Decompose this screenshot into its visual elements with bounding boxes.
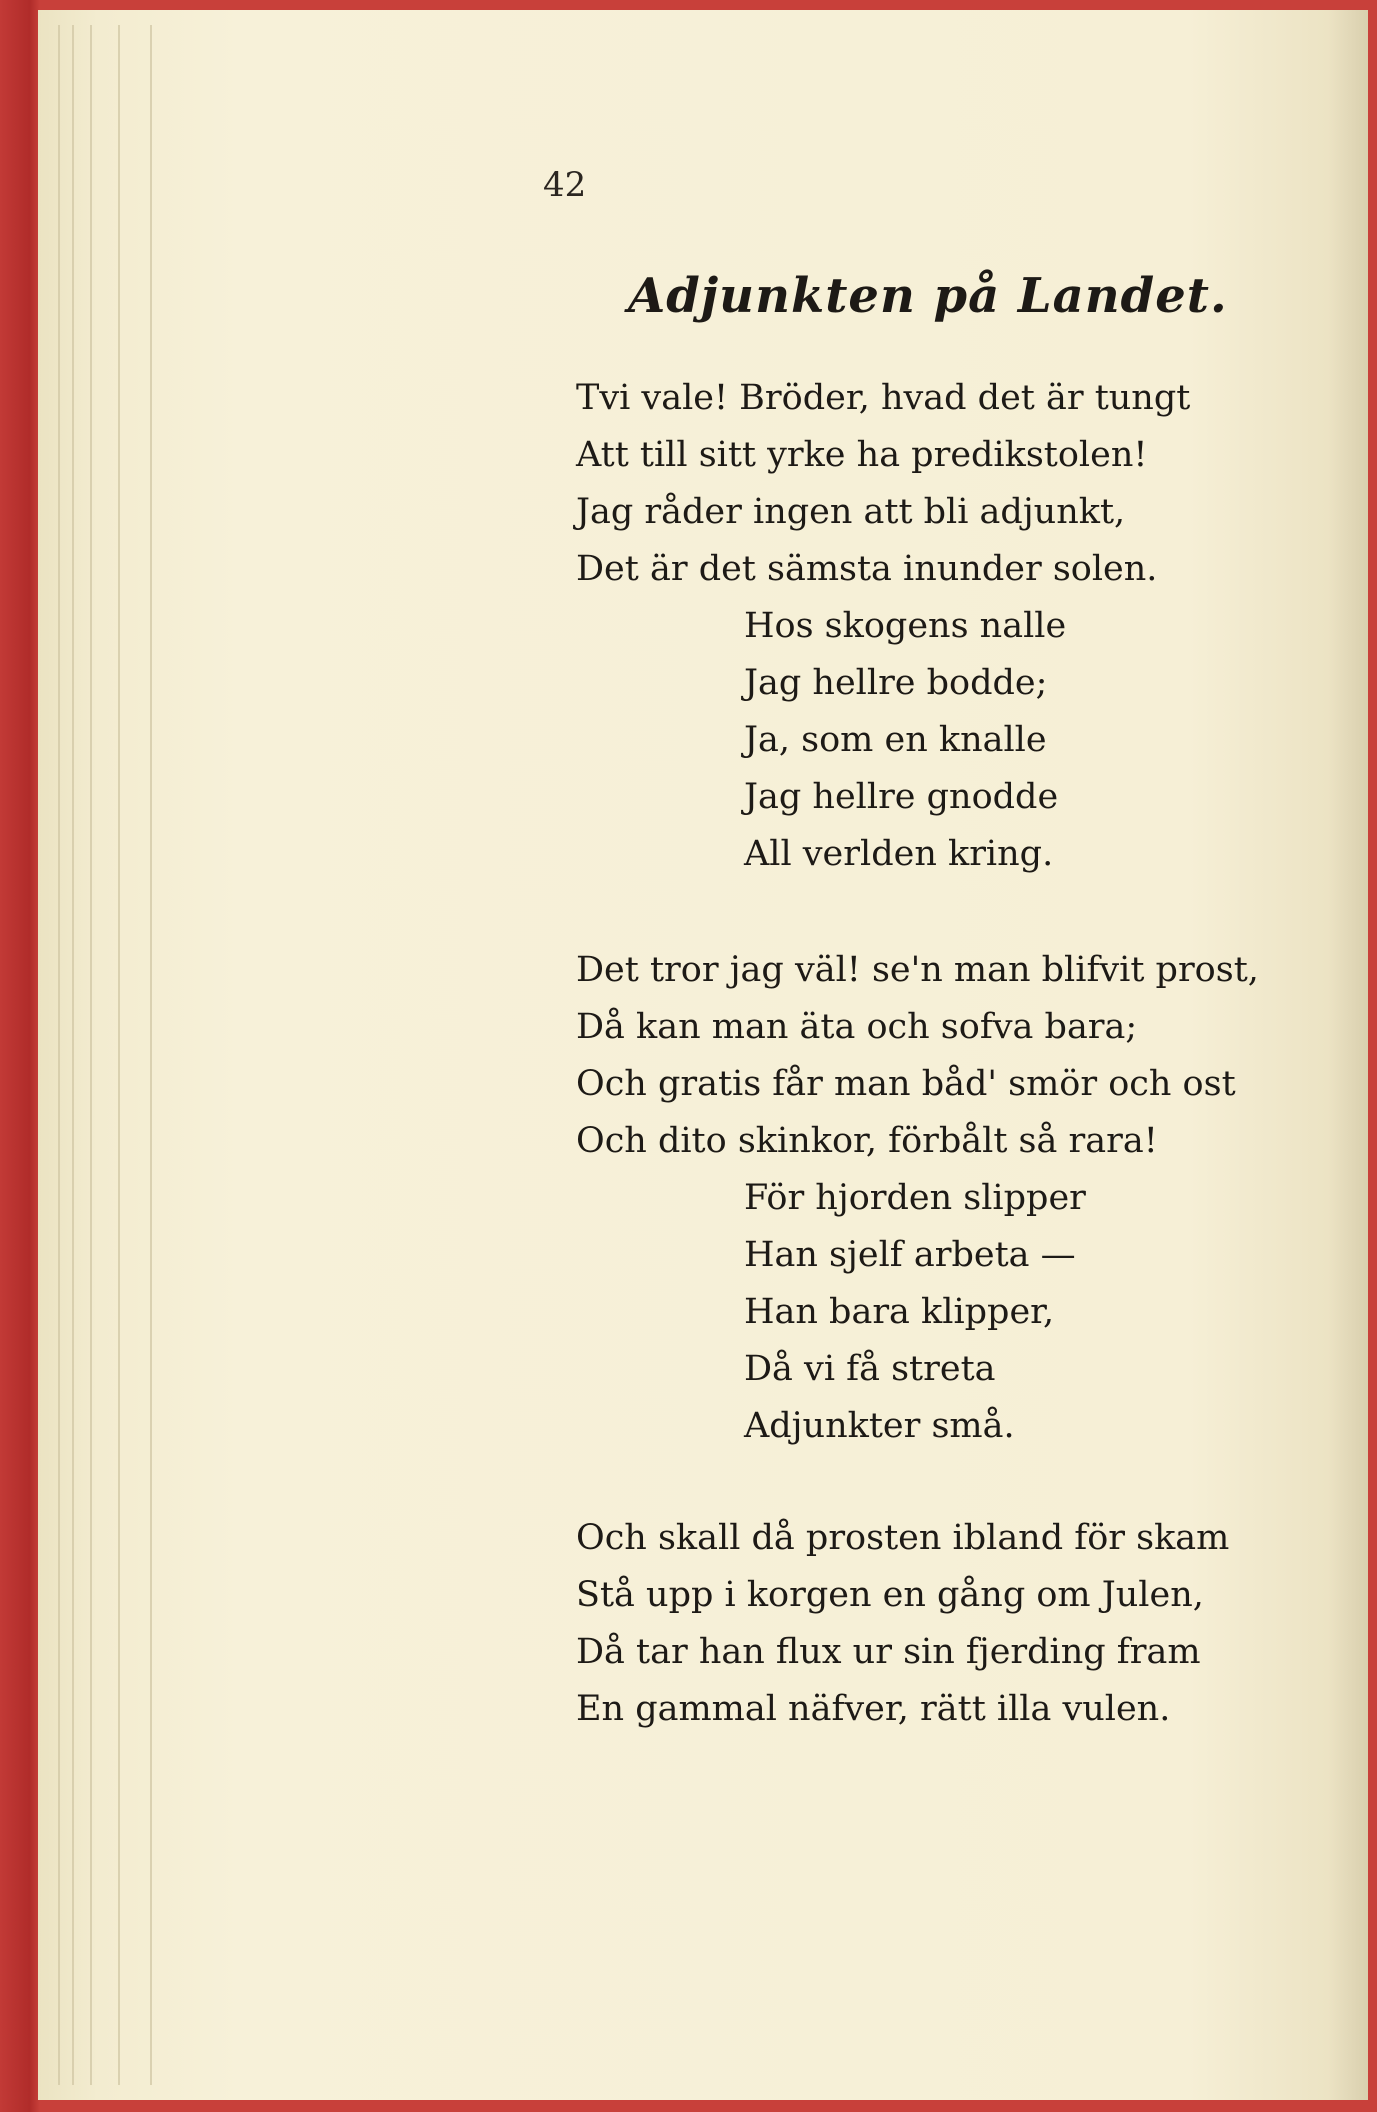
verse-line: Ja, som en knalle: [744, 720, 1047, 760]
page-edge: [90, 25, 92, 2085]
page-edge: [72, 25, 74, 2085]
verse-line: Det tror jag väl! se'n man blifvit prost,: [576, 950, 1259, 990]
stanza: [576, 942, 1259, 1455]
page-edge: [118, 25, 120, 2085]
verse-line: Då kan man äta och sofva bara;: [576, 1007, 1138, 1047]
verse-line: Jag hellre bodde;: [744, 663, 1048, 703]
verse-line: Det är det sämsta inunder solen.: [576, 549, 1158, 589]
stanza: [576, 370, 1190, 883]
verse-line: Att till sitt yrke ha predikstolen!: [576, 435, 1148, 475]
verse-line: Stå upp i korgen en gång om Julen,: [576, 1575, 1204, 1615]
page-edge: [150, 25, 152, 2085]
verse-line: Han bara klipper,: [744, 1292, 1055, 1332]
verse-line: Och gratis får man båd' smör och ost: [576, 1064, 1236, 1104]
verse-line: Jag råder ingen att bli adjunkt,: [576, 492, 1126, 532]
book-page: [38, 10, 1368, 2100]
verse-line: En gammal näfver, rätt illa vulen.: [576, 1689, 1171, 1729]
verse-line: Jag hellre gnodde: [744, 777, 1059, 817]
verse-line: Då vi få streta: [744, 1349, 996, 1389]
verse-line: Tvi vale! Bröder, hvad det är tungt: [576, 378, 1191, 418]
page-edge: [58, 25, 60, 2085]
verse-line: Och skall då prosten ibland för skam: [576, 1518, 1230, 1558]
stanza: [576, 1510, 1229, 1738]
verse-line: Hos skogens nalle: [744, 606, 1067, 646]
verse-line: Adjunkter små.: [744, 1406, 1015, 1446]
verse-line: Då tar han flux ur sin fjerding fram: [576, 1632, 1201, 1672]
verse-line: Och dito skinkor, förbålt så rara!: [576, 1121, 1158, 1161]
verse-line: För hjorden slipper: [744, 1178, 1086, 1218]
page-number: 42: [543, 165, 587, 205]
verse-line: Han sjelf arbeta —: [744, 1235, 1076, 1275]
poem-title: Adjunkten på Landet.: [628, 268, 1228, 324]
verse-line: All verlden kring.: [744, 834, 1054, 874]
